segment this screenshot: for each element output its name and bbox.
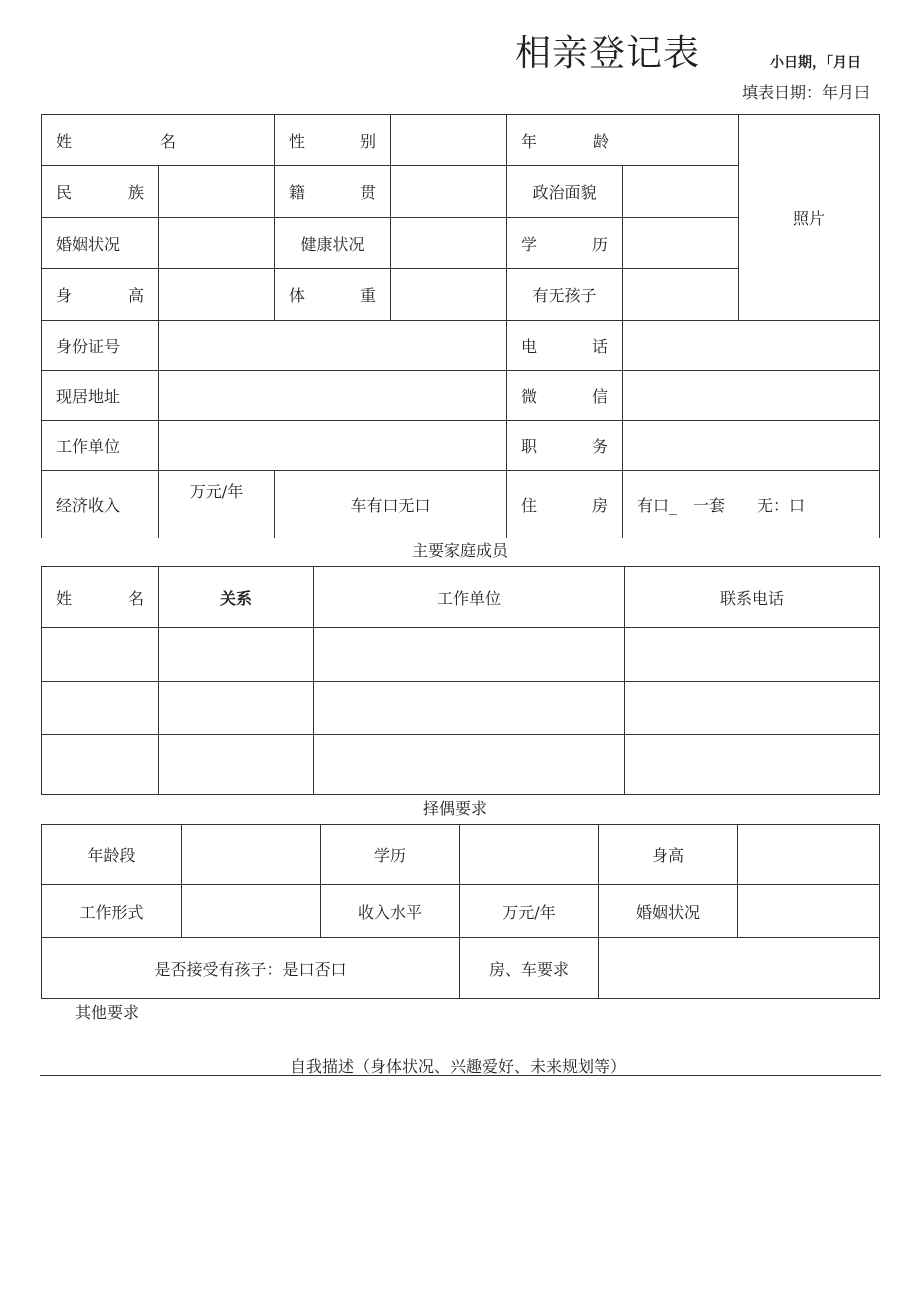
value-wechat[interactable] <box>623 371 880 421</box>
family-cell[interactable] <box>42 682 159 735</box>
family-cell[interactable] <box>314 735 625 795</box>
family-cell[interactable] <box>42 628 159 682</box>
label-employer: 工作单位 <box>42 421 159 471</box>
family-members-table <box>41 566 880 795</box>
value-native-place[interactable] <box>391 166 507 218</box>
value-house-car-req[interactable] <box>599 938 880 999</box>
table-row <box>42 628 880 682</box>
value-pref-income-unit[interactable]: 万元/年 <box>460 885 599 938</box>
family-header-relation: 关系 <box>159 567 314 628</box>
value-education[interactable] <box>623 218 739 269</box>
divider-line <box>40 1075 881 1076</box>
label-pref-job-type: 工作形式 <box>42 885 182 938</box>
family-header-employer: 工作单位 <box>314 567 625 628</box>
value-id-number[interactable] <box>159 321 507 371</box>
form-title: 相亲登记表 <box>515 33 701 74</box>
label-id-number: 身份证号 <box>42 321 159 371</box>
label-pref-height: 身高 <box>599 825 738 885</box>
label-ethnicity: 民 族 <box>42 166 159 218</box>
family-cell[interactable] <box>314 628 625 682</box>
label-address: 现居地址 <box>42 371 159 421</box>
family-cell[interactable] <box>42 735 159 795</box>
value-marital-status[interactable] <box>159 218 275 269</box>
family-cell[interactable] <box>314 682 625 735</box>
label-pref-income: 收入水平 <box>321 885 460 938</box>
accept-children-choice[interactable]: 是否接受有孩子：是口否口 <box>42 938 460 999</box>
value-has-children[interactable] <box>623 269 739 321</box>
label-political-status: 政治面貌 <box>507 166 623 218</box>
family-header-phone: 联系电话 <box>625 567 880 628</box>
photo-cell[interactable] <box>739 115 880 321</box>
value-address[interactable] <box>159 371 507 421</box>
car-ownership[interactable]: 车有口无口 <box>275 471 507 538</box>
label-gender: 性 别 <box>275 115 391 166</box>
label-education: 学 历 <box>507 218 623 269</box>
label-native-place: 籍 贯 <box>275 166 391 218</box>
value-income-unit[interactable]: 万元/年 <box>159 471 275 538</box>
label-wechat: 微 信 <box>507 371 623 421</box>
table-row <box>42 682 880 735</box>
value-pref-height[interactable] <box>738 825 880 885</box>
basic-info-table <box>41 114 880 538</box>
family-cell[interactable] <box>159 682 314 735</box>
label-house-car-req: 房、车要求 <box>460 938 599 999</box>
fill-date-text: 填表日期：年月曰 <box>742 83 871 102</box>
label-pref-age-range: 年龄段 <box>42 825 182 885</box>
preferences-section-title: 择偶要求 <box>422 799 487 818</box>
family-cell[interactable] <box>159 735 314 795</box>
value-weight[interactable] <box>391 269 507 321</box>
family-cell[interactable] <box>625 628 880 682</box>
photo-label: 照片 <box>792 209 825 228</box>
value-pref-age-range[interactable] <box>182 825 321 885</box>
family-section-title: 主要家庭成员 <box>411 541 508 560</box>
label-position: 职 务 <box>507 421 623 471</box>
value-pref-education[interactable] <box>460 825 599 885</box>
value-health-status[interactable] <box>391 218 507 269</box>
value-ethnicity[interactable] <box>159 166 275 218</box>
label-weight: 体 重 <box>275 269 391 321</box>
label-phone: 电 话 <box>507 321 623 371</box>
label-health-status: 健康状况 <box>275 218 391 269</box>
table-row <box>42 735 880 795</box>
value-pref-job-type[interactable] <box>182 885 321 938</box>
label-has-children: 有无孩子 <box>507 269 623 321</box>
value-political-status[interactable] <box>623 166 739 218</box>
preferences-table <box>41 824 880 999</box>
family-cell[interactable] <box>625 682 880 735</box>
value-height[interactable] <box>159 269 275 321</box>
label-marital-status: 婚姻状况 <box>42 218 159 269</box>
label-pref-education: 学历 <box>321 825 460 885</box>
value-position[interactable] <box>623 421 880 471</box>
label-income: 经济收入 <box>42 471 159 538</box>
family-cell[interactable] <box>159 628 314 682</box>
label-pref-marital-status: 婚姻状况 <box>599 885 738 938</box>
housing-ownership[interactable]: 有口_ 一套 无：口 <box>623 471 880 538</box>
top-date-text: 小日期，「月日 <box>770 55 861 71</box>
value-employer[interactable] <box>159 421 507 471</box>
value-gender[interactable] <box>391 115 507 166</box>
value-phone[interactable] <box>623 321 880 371</box>
value-pref-marital-status[interactable] <box>738 885 880 938</box>
label-height: 身 高 <box>42 269 159 321</box>
other-requirements-label: 其他要求 <box>75 1003 140 1022</box>
family-header-name: 姓 名 <box>42 567 159 628</box>
label-name: 姓 名 <box>42 115 275 166</box>
label-age: 年 龄 <box>507 115 739 166</box>
family-cell[interactable] <box>625 735 880 795</box>
self-description-label: 自我描述（身体状况、兴趣爱好、未来规划等） <box>289 1057 626 1076</box>
label-housing: 住 房 <box>507 471 623 538</box>
